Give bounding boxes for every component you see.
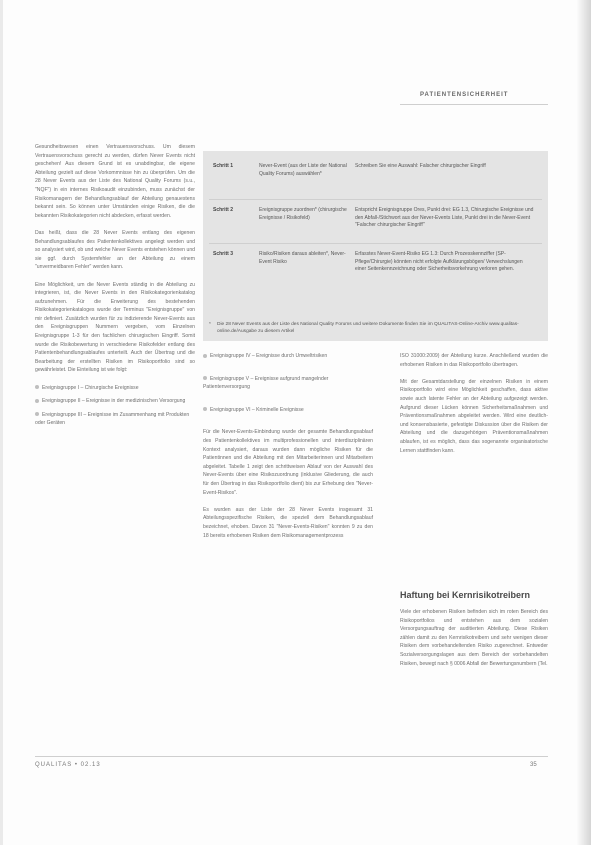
paragraph: Das heißt, dass die 28 Never Events entlang des eigenen Behandlungsablaufes des Patientenkollektives angelegt werden und so analysiert wird, ob und welche Never Events entstehen können und sie ggf. durch Systemfehler an der Abteilung zu einem "unvermeidbaren Fehler" werden kann.: [35, 229, 195, 271]
list-item: Ereignisgruppe VI – Kriminelle Ereignisse: [203, 406, 373, 415]
step-label: Schritt 2: [213, 207, 234, 213]
bullet-icon: [35, 385, 39, 389]
step-example: Erfasstes Never-Event-Risiko EG 1.3: Durch Prozesskennziffer (SP-Pflege/Chirurgie) könnten nicht erfolgte Aufklärungsbögen/ Verwechslungen einer Seitenkennzeichnung oder Sicherheitsvorkehrung verloren gehen.: [355, 251, 523, 272]
section-heading: Haftung bei Kernrisikotreibern: [400, 590, 531, 600]
list-item: Ereignisgruppe I – Chirurgische Ereignisse: [35, 384, 195, 393]
footer-publication: QUALITAS • 02.13: [35, 762, 101, 768]
paragraph: Gesundheitswesen einen Vertrauensvorschuss. Um diesem Vertrauensvorschuss gerecht zu werden, dürfen Never Events nicht geschehen! Aus diesem Grund ist es unabdingbar, die eigene Abteilung gezielt auf diese Vorkommnisse hin zu überprüfen. Um die 28 Never Events aus der Liste des National Quality Forums (s.u., "NQF") in ein internes Risikoaudit einzubinden, muss zunächst der Risikomanagern der Behandlungsablauf der Abteilung genauestens bekannt sein. So können unter Umständen einige Risiken, die die bekannten Risikokategorien nicht abdecken, erfasst werden.: [35, 144, 195, 219]
column-2: [203, 352, 373, 540]
asterisk-icon: *: [209, 322, 211, 327]
list-item: Ereignisgruppe V – Ereignisse aufgrund mangelnder Patientenversorgung: [203, 375, 329, 391]
column-3-cont: [400, 608, 548, 668]
bullet-icon: [203, 407, 207, 411]
paragraph: Eine Möglichkeit, um die Never Events ständig in die Abteilung zu integrieren, ist, die Never Events in den Risikokategorienkatalog aufzunehmen. Für die Erweiterung des bestehenden Risikokategorienkataloges wurde der Terminus "Ereignisgruppe" von mir definiert. Zusätzlich wurden für zu indizierende Never-Events aus den Ereignisgruppen Nummern vergeben, vom Einzelnen Ereignisgruppe 1-3 für den fachlichen chirurgischen Eingriff. Somit wurde die Risikobewertung in verschiedene Risikofelder entlang des Patientenbehandlungsablaufes unterteilt. Auch der Übertrag und die Bearbeitung der erstellten Risiken im Risikoportfolio sind so gewährleistet. Die Einteilung ist wie folgt:: [35, 281, 195, 374]
table-footnote: * Die 28 Never Events aus der Liste des National Quality Forums und weitere Dokumente finden Sie im QUALITAS-Online-Archiv www.qualitas-online.de/Ausgabe zu diesem Artikel: [209, 322, 519, 334]
list-item: Ereignisgruppe III – Ereignisse im Zusammenhang mit Produkten oder Geräten: [35, 411, 190, 427]
table-row: [209, 247, 542, 313]
step-example: Schreiben Sie eine Auswahl: Falscher chirurgischer Eingriff: [355, 163, 486, 169]
step-action: Risiko/Risiken daraus ableiten*, Never-Event Risiko: [259, 251, 346, 265]
paragraph: Mit der Gesamtdarstellung der einzelnen Risiken in einem Risikoportfolio wird eine Möglichkeit geschaffen, dass aktive sowie auch latente Fehler an der Abteilung aufgezeigt werden. Aufgrund dieser Lücken können Sicherheitsmaßnahmen und Präventionsmaßnahmen abgeleitet werden. Wird eine deutlich- und konsensbasierte, gefestigte Diskussion über die Risiken der Abteilung und die dazugehörigen Präventionsmaßnahmen ablaufen, ist es möglich, dass das sogenannte organisatorische Lernen stattfinden kann.: [400, 378, 548, 454]
list-item: Ereignisgruppe II – Ereignisse in der medizinischen Versorgung: [35, 397, 195, 406]
table-row: [209, 159, 542, 200]
bullet-icon: [203, 376, 207, 380]
page-number: 35: [530, 762, 537, 768]
bullet-icon: [203, 354, 207, 358]
column-3: [400, 352, 548, 464]
steps-table: [203, 151, 548, 341]
paragraph: ISO 31000:2009) der Abteilung kurze. Anschließend wurden die erhobenen Risiken in das Risikoportfolio übertragen.: [400, 353, 548, 368]
paragraph: Für die Never-Events-Einbindung wurde der gesamte Behandlungsablauf des Patientenkollektives im multiprofessionellen und interdisziplinären Kontext analysiert, daraus wurden dann mögliche Risiken für die Patientinnen und die Abteilung mit den Mitarbeiterinnen und Mitarbeitern abgeleitet. Tabelle 1 zeigt den schrittweisen Ablauf von der Auswahl des Never-Events über eine Risikozuordnung (inklusive Gliederung, die auch für den Übertrag in das Risikoportfolio dient) bis zur Erhebung des "Never-Event-Risikos".: [203, 429, 373, 496]
page-edge: [0, 0, 3, 845]
step-label: Schritt 1: [213, 163, 234, 169]
list-item: Ereignisgruppe IV – Ereignisse durch Umweltrisiken: [203, 352, 373, 361]
column-1: [35, 143, 195, 433]
bullet-icon: [35, 412, 39, 416]
paragraph: Es wurden aus der Liste der 28 Never Events insgesamt 31 Abteilungsspezifische Risiken, die speziell dem Behandlungsablauf bezeichnet, ehoben. Davon 31 "Never-Events-Risiken" konnten 9 zu den 18 bereits erhobenen Risiken dem Risikomanagementprozess: [203, 506, 373, 539]
bullet-icon: [35, 399, 39, 403]
step-label: Schritt 3: [213, 251, 234, 257]
table-row: [209, 203, 542, 244]
step-action: Ereignisgruppe zuordnen* (chirurgische Ereignisse / Risikofeld): [259, 207, 347, 221]
footer-divider: [35, 756, 548, 757]
step-action: Never-Event (aus der Liste der National Quality Forums) auswählen*: [259, 163, 347, 177]
section-header: PATIENTENSICHERHEIT: [420, 92, 509, 98]
paragraph: Viele der erhobenen Risiken befinden sich im roten Bereich des Risikoportfolios und entstehen aus dem sozialen Versorgungsauftrag der auditierten Abteilung. Diese Risiken zählen damit zu den Kernrisikotreibern und sehr wenigen dieser Risiken dem vorbehandeltenden Risiko zugerechnet. Entweder Sozialversorgungslagen aus dem Bereich der vorbehandelten Risiken, bewegt nach § 0006 Abfall der Bewertungsnumbern (Tel.: [400, 609, 548, 667]
step-example: Entspricht Ereignisgruppe Ores, Punkt drei: EG 1.3, Chirurgische Ereignisse und den Abfall-/Stichwort aus der Never-Events Liste, Punkt drei in die Never-Event "Falscher chirurgischer Eingriff": [355, 207, 534, 228]
header-divider: [400, 104, 548, 105]
page-shadow: [577, 0, 591, 845]
